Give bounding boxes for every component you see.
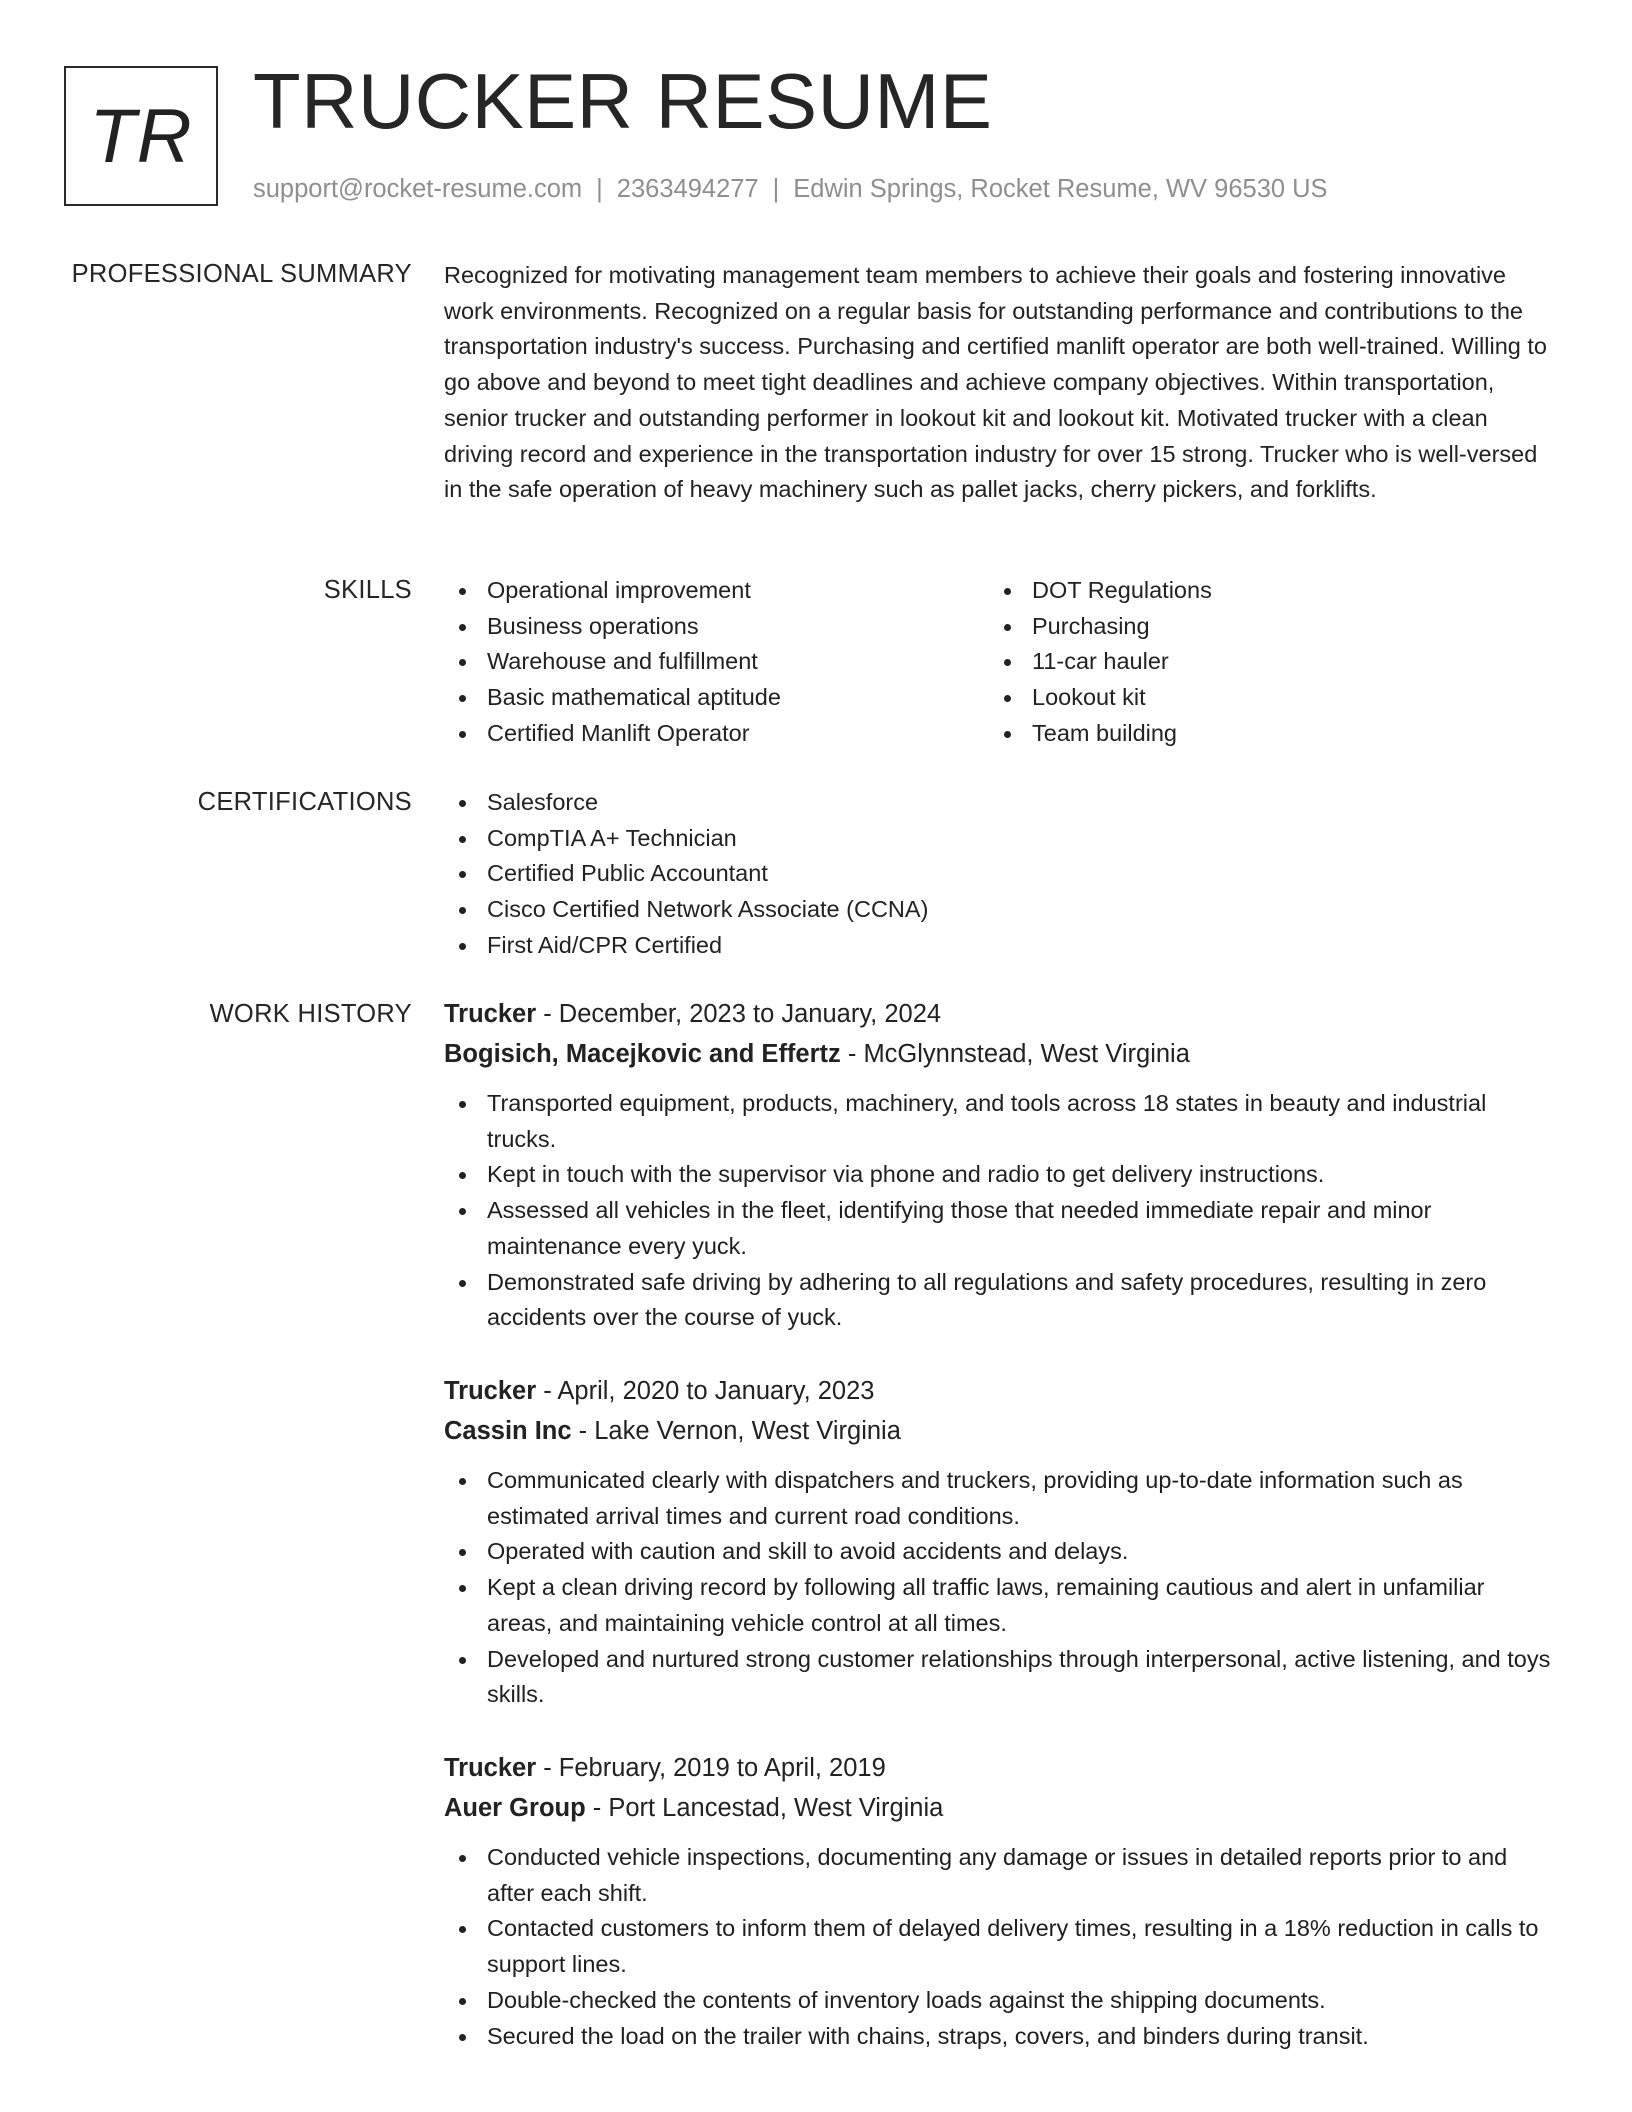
job-company-line: [444, 1411, 1556, 1451]
contact-email[interactable]: support@rocket-resume.com: [253, 175, 583, 203]
job-title: Trucker: [444, 1000, 537, 1028]
job-location: - McGlynnstead, West Virginia: [840, 1040, 1190, 1068]
skills-columns: [444, 573, 1556, 752]
certifications-list: [444, 785, 1556, 964]
section-label-skills: SKILLS: [323, 576, 412, 604]
skill-item: DOT Regulations: [989, 573, 1534, 609]
section-label-work-history: WORK HISTORY: [209, 1000, 412, 1028]
job-title-line: [444, 1748, 1556, 1788]
skill-item: Basic mathematical aptitude: [444, 680, 989, 716]
monogram-initials: TR: [89, 93, 193, 179]
job-duty-item: Double-checked the contents of inventory loads against the shipping documents.: [444, 1983, 1556, 2019]
summary-text: Recognized for motivating management team members to achieve their goals and fostering innovative work environments. Recognized on a regular basis for outstanding performance and contributions to the transportation industry's success. Purchasing and certified manlift operator are both well-trained. Willing to go above and beyond to meet tight deadlines and achieve company objectives. Within transportation, senior trucker and outstanding performer in lookout kit and lookout kit. Motivated trucker with a clean driving record and experience in the transportation industry for over 15 strong. Trucker who is well-versed in the safe operation of heavy machinery such as pallet jacks, cherry pickers, and forklifts.: [444, 262, 1547, 503]
job-duty-item: Operated with caution and skill to avoid accidents and delays.: [444, 1534, 1556, 1570]
job-title: Trucker: [444, 1754, 537, 1782]
job-duty-item: Secured the load on the trailer with chains, straps, covers, and binders during transit.: [444, 2019, 1556, 2055]
skill-item: Team building: [989, 716, 1534, 752]
summary-body: [444, 258, 1556, 508]
job-company: Cassin Inc: [444, 1417, 572, 1445]
section-label-summary: PROFESSIONAL SUMMARY: [71, 260, 412, 288]
job-title: Trucker: [444, 1377, 537, 1405]
monogram-box: [64, 66, 218, 206]
job-duty-item: Transported equipment, products, machinery, and tools across 18 states in beauty and industrial trucks.: [444, 1086, 1556, 1157]
certification-item: Cisco Certified Network Associate (CCNA): [444, 892, 1556, 928]
job-entry: [444, 1748, 1556, 2054]
job-dates: - February, 2019 to April, 2019: [536, 1754, 886, 1782]
job-company-line: [444, 1034, 1556, 1074]
skill-item: Operational improvement: [444, 573, 989, 609]
job-duty-item: Kept in touch with the supervisor via phone and radio to get delivery instructions.: [444, 1157, 1556, 1193]
skill-item: Warehouse and fulfillment: [444, 644, 989, 680]
job-location: - Port Lancestad, West Virginia: [585, 1794, 944, 1822]
job-company-line: [444, 1788, 1556, 1828]
certifications-body: [444, 785, 1556, 964]
certification-item: CompTIA A+ Technician: [444, 821, 1556, 857]
skills-body: [444, 573, 1556, 752]
job-title-line: [444, 1371, 1556, 1411]
certification-item: Certified Public Accountant: [444, 856, 1556, 892]
skills-column-left: [444, 573, 989, 752]
resume-title: TRUCKER RESUME: [253, 57, 993, 145]
job-entry: [444, 994, 1556, 1336]
job-duty-item: Assessed all vehicles in the fleet, identifying those that needed immediate repair and minor maintenance every yuck.: [444, 1193, 1556, 1264]
job-duty-item: Conducted vehicle inspections, documenting any damage or issues in detailed reports prior to and after each shift.: [444, 1840, 1556, 1911]
skills-list-left: [444, 573, 989, 752]
job-location: - Lake Vernon, West Virginia: [571, 1417, 901, 1445]
certification-item: First Aid/CPR Certified: [444, 928, 1556, 964]
job-duty-item: Demonstrated safe driving by adhering to all regulations and safety procedures, resulting in zero accidents over the course of yuck.: [444, 1265, 1556, 1336]
contact-phone[interactable]: 2363494277: [616, 175, 759, 203]
skill-item: 11-car hauler: [989, 644, 1534, 680]
job-dates: - April, 2020 to January, 2023: [536, 1377, 875, 1405]
job-duty-item: Developed and nurtured strong customer relationships through interpersonal, active listening, and toys skills.: [444, 1642, 1556, 1713]
skills-list-right: [989, 573, 1534, 752]
section-label-certifications: CERTIFICATIONS: [197, 788, 412, 816]
contact-separator: |: [596, 175, 603, 203]
job-dates: - December, 2023 to January, 2024: [536, 1000, 942, 1028]
skill-item: Lookout kit: [989, 680, 1534, 716]
skill-item: Certified Manlift Operator: [444, 716, 989, 752]
job-duties-list: [444, 1463, 1556, 1713]
job-duty-item: Kept a clean driving record by following all traffic laws, remaining cautious and alert in unfamiliar areas, and maintaining vehicle control at all times.: [444, 1570, 1556, 1641]
job-duty-item: Contacted customers to inform them of delayed delivery times, resulting in a 18% reduction in calls to support lines.: [444, 1911, 1556, 1982]
contact-separator: |: [772, 175, 780, 203]
job-title-line: [444, 994, 1556, 1034]
skill-item: Purchasing: [989, 609, 1534, 645]
job-company: Auer Group: [444, 1794, 586, 1822]
contact-line: [253, 171, 1328, 207]
job-company: Bogisich, Macejkovic and Effertz: [444, 1040, 841, 1068]
skills-column-right: [989, 573, 1534, 752]
skill-item: Business operations: [444, 609, 989, 645]
job-duties-list: [444, 1840, 1556, 2054]
job-entry: [444, 1371, 1556, 1713]
certification-item: Salesforce: [444, 785, 1556, 821]
job-duties-list: [444, 1086, 1556, 1336]
job-duty-item: Communicated clearly with dispatchers and truckers, providing up-to-date information such as estimated arrival times and current road conditions.: [444, 1463, 1556, 1534]
contact-address: Edwin Springs, Rocket Resume, WV 96530 US: [793, 175, 1328, 203]
